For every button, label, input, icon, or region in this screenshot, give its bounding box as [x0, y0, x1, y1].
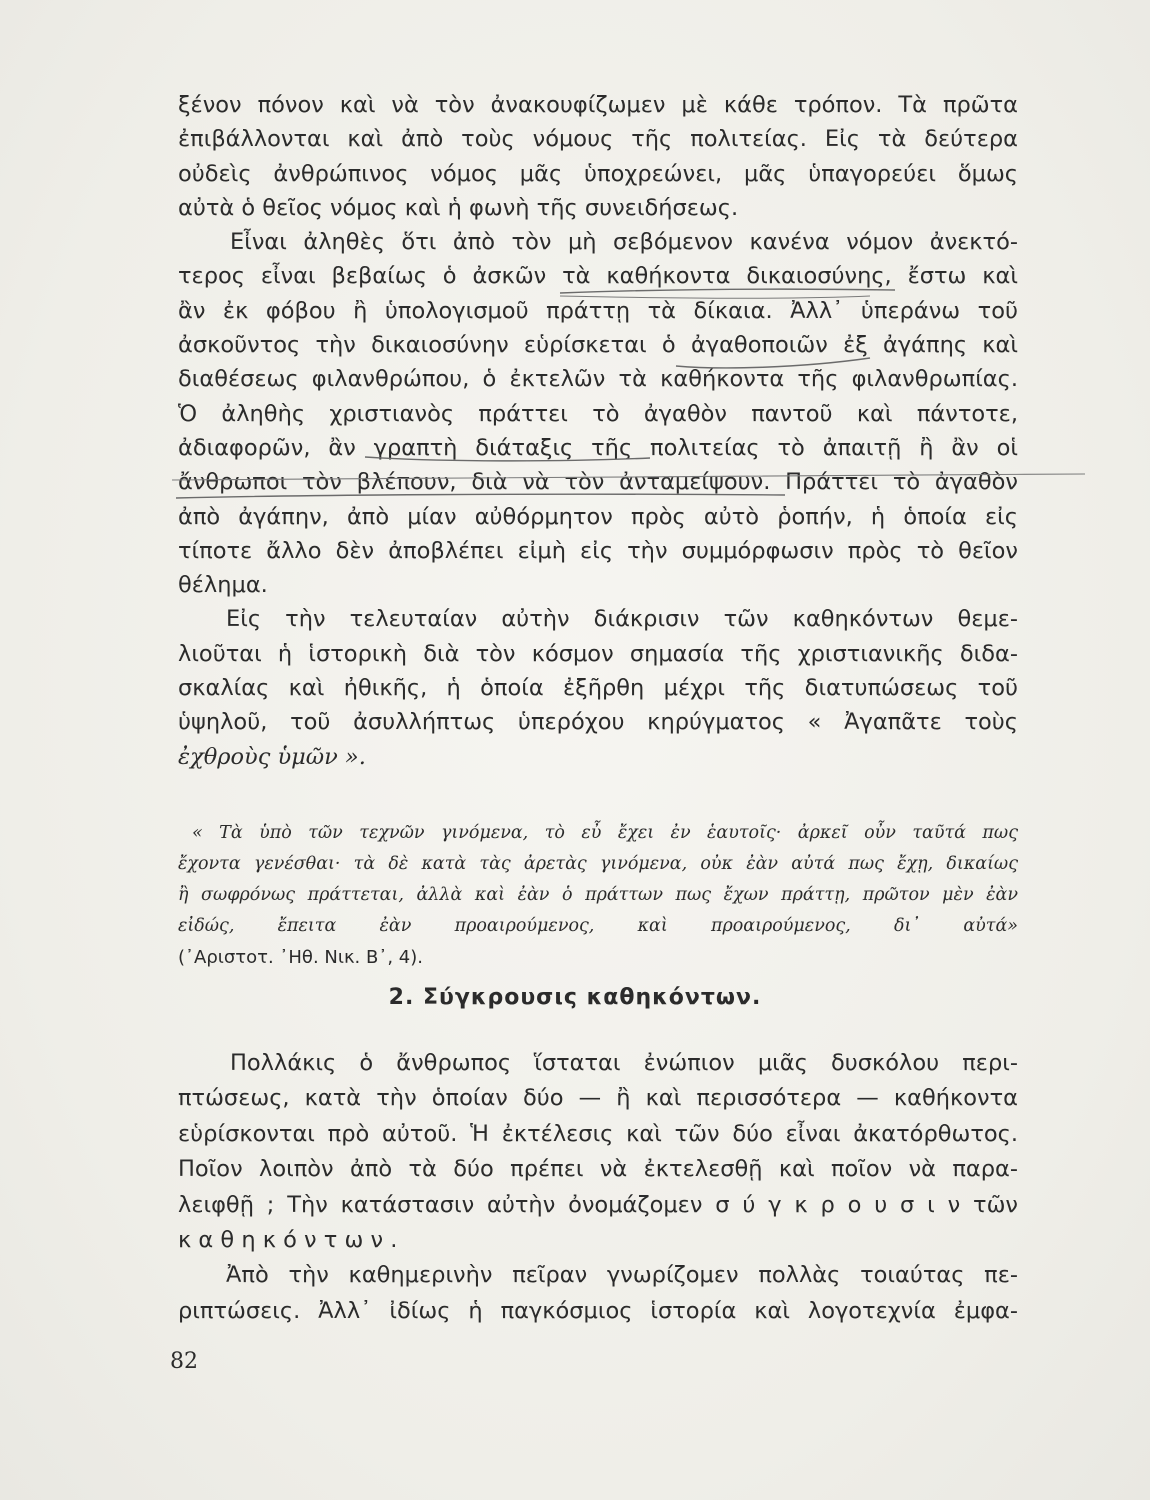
- text-line: λιοῦται ἡ ἱστορικὴ διὰ τὸν κόσμον σημασία τῆς χριστιανικῆς διδα-: [178, 640, 1018, 667]
- aristotle-quote: [178, 818, 1018, 973]
- text-line: ἐχθροὺς ὑμῶν ».: [178, 743, 366, 770]
- section-paragraphs: [178, 1046, 1018, 1329]
- text-line: ριπτώσεις. Ἀλλ᾽ ἰδίως ἡ παγκόσμιος ἱστορία καὶ λογοτεχνία ἐμφα-: [178, 1297, 1018, 1324]
- text-line: Εἰς τὴν τελευταίαν αὐτὴν διάκρισιν τῶν καθηκόντων θεμε-: [226, 606, 1018, 633]
- text-line: Ὁ ἀληθὴς χριστιανὸς πράττει τὸ ἀγαθὸν παντοῦ καὶ πάντοτε,: [178, 400, 1018, 427]
- quote-line: « Τὰ ὑπὸ τῶν τεχνῶν γινόμενα, τὸ εὖ ἔχει ἐν ἑαυτοῖς· ἀρκεῖ οὖν ταῦτά πως: [192, 823, 1018, 843]
- section-heading: 2. Σύγκρουσις καθηκόντων.: [388, 985, 762, 1010]
- text-line: διαθέσεως φιλανθρώπου, ὁ ἐκτελῶν τὰ καθήκοντα τῆς φιλανθρωπίας.: [178, 366, 1018, 393]
- text-line: ἂν ἐκ φόβου ἢ ὑπολογισμοῦ πράττῃ τὰ δίκαια. Ἀλλ᾽ ὑπεράνω τοῦ: [178, 297, 1018, 324]
- text-line: Εἶναι ἀληθὲς ὅτι ἀπὸ τὸν μὴ σεβόμενον κανένα νόμον ἀνεκτό-: [230, 229, 1018, 256]
- text-line: τερος εἶναι βεβαίως ὁ ἀσκῶν τὰ καθήκοντα δικαιοσύνης, ἔστω καὶ: [178, 263, 1018, 290]
- text-line: ἀσκοῦντος τὴν δικαιοσύνην εὑρίσκεται ὁ ἀγαθοποιῶν ἐξ ἀγάπης καὶ: [178, 332, 1018, 359]
- quote-line: ἢ σωφρόνως πράττεται, ἀλλὰ καὶ ἐὰν ὁ πράττων πως ἔχων πράττῃ, πρῶτον μὲν ἐὰν: [178, 885, 1018, 905]
- text-line: ἐπιβάλλονται καὶ ἀπὸ τοὺς νόμους τῆς πολιτείας. Εἰς τὰ δεύτερα: [178, 126, 1018, 153]
- text-line: Ποῖον λοιπὸν ἀπὸ τὰ δύο πρέπει νὰ ἐκτελεσθῇ καὶ ποῖον νὰ παρα-: [178, 1156, 1018, 1183]
- quote-line: εἰδώς, ἔπειτα ἐὰν προαιρούμενος, καὶ προαιρούμενος, δι᾽ αὐτά»: [178, 916, 1018, 936]
- page-number: 82: [170, 1349, 198, 1374]
- text-line: αὐτὰ ὁ θεῖος νόμος καὶ ἡ φωνὴ τῆς συνειδήσεως.: [178, 194, 739, 221]
- text-line: εὑρίσκονται πρὸ αὐτοῦ. Ἡ ἐκτέλεσις καὶ τῶν δύο εἶναι ἀκατόρθωτος.: [178, 1120, 1018, 1147]
- text-line: Πολλάκις ὁ ἄνθρωπος ἵσταται ἐνώπιον μιᾶς δυσκόλου περι-: [230, 1050, 1018, 1076]
- text-line: θέλημα.: [178, 572, 268, 599]
- text-line: λειφθῇ ; Τὴν κατάστασιν αὐτὴν ὀνομάζομεν σ ύ γ κ ρ ο υ σ ι ν τῶν: [178, 1191, 1018, 1218]
- text-line: πτώσεως, κατὰ τὴν ὁποίαν δύο — ἢ καὶ περισσότερα — καθήκοντα: [178, 1085, 1018, 1112]
- text-line: ὑψηλοῦ, τοῦ ἀσυλλήπτως ὑπερόχου κηρύγματος « Ἀγαπᾶτε τοὺς: [178, 709, 1018, 736]
- text-line: Ἀπὸ τὴν καθημερινὴν πεῖραν γνωρίζομεν πολλὰς τοιαύτας πε-: [226, 1262, 1018, 1289]
- text-line: ἀπὸ ἀγάπην, ἀπὸ μίαν αὐθόρμητον πρὸς αὐτὸ ῥοπήν, ἡ ὁποία εἰς: [178, 503, 1018, 530]
- text-line: ξένον πόνον καὶ νὰ τὸν ἀνακουφίζωμεν μὲ κάθε τρόπον. Τὰ πρῶτα: [178, 92, 1018, 118]
- quote-line: ἔχοντα γενέσθαι· τὰ δὲ κατὰ τὰς ἀρετὰς γινόμενα, οὐκ ἐὰν αὐτά πως ἔχῃ, δικαίως: [178, 854, 1018, 874]
- text-line: οὐδεὶς ἀνθρώπινος νόμος μᾶς ὑποχρεώνει, μᾶς ὑπαγορεύει ὅμως: [178, 160, 1018, 187]
- text-line: τίποτε ἄλλο δὲν ἀποβλέπει εἰμὴ εἰς τὴν συμμόρφωσιν πρὸς τὸ θεῖον: [178, 537, 1018, 564]
- text-line: ἀδιαφορῶν, ἂν γραπτὴ διάταξις τῆς πολιτείας τὸ ἀπαιτῇ ἢ ἂν οἱ: [178, 434, 1018, 461]
- text-line: σκαλίας καὶ ἠθικῆς, ἡ ὁποία ἐξῆρθη μέχρι τῆς διατυπώσεως τοῦ: [178, 675, 1018, 702]
- quote-reference: (᾽Αριστοτ. ᾽Ηθ. Νικ. Β᾽, 4).: [178, 947, 423, 968]
- body-paragraphs: [178, 88, 1018, 774]
- text-line: κ α θ η κ ό ν τ ω ν .: [178, 1226, 398, 1253]
- text-line: ἄνθρωποι τὸν βλέπουν, διὰ νὰ τὸν ἀνταμείψουν. Πράττει τὸ ἀγαθὸν: [178, 469, 1018, 496]
